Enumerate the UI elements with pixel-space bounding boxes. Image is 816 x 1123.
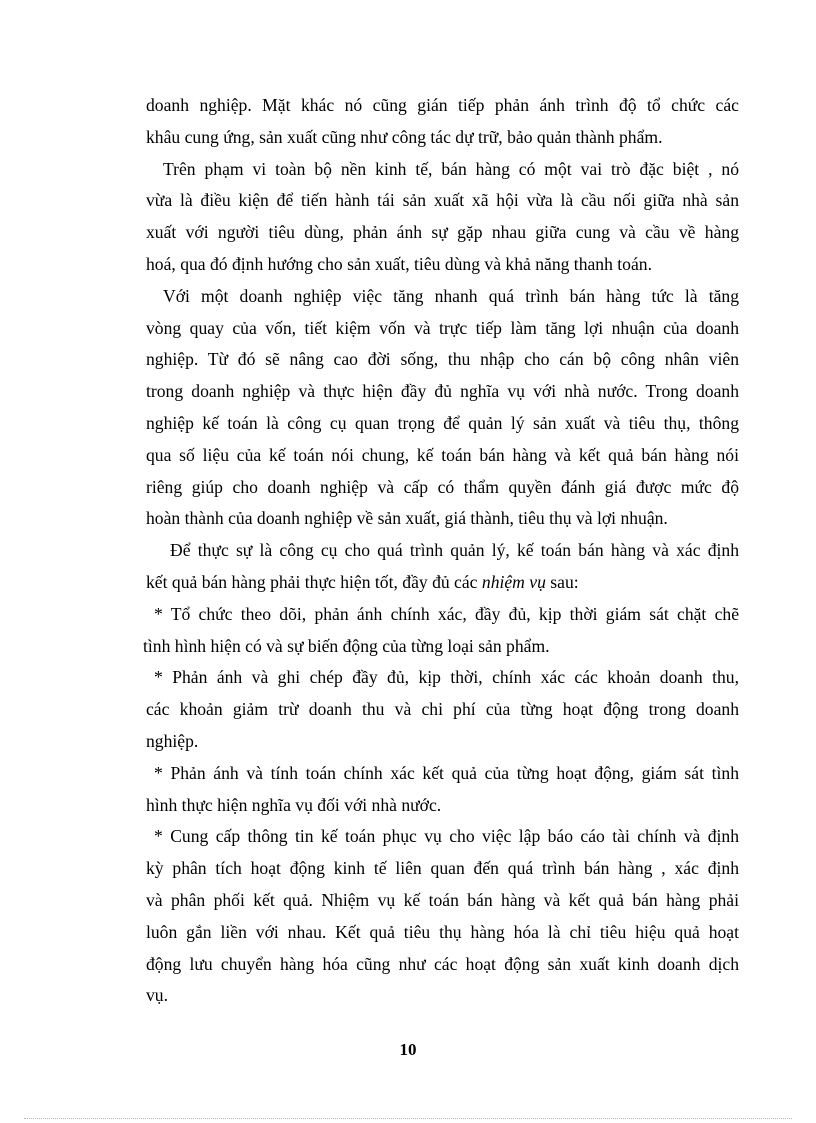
text-line: doanh nghiệp. Mặt khác nó cũng gián tiếp phản ánh trình độ tổ chức các — [146, 95, 739, 115]
text-line: vòng quay của vốn, tiết kiệm vốn và trực tiếp làm tăng lợi nhuận của doanh — [146, 317, 739, 338]
text-line: qua số liệu của kế toán nói chung, kế toán bán hàng và kết quả bán hàng nói — [146, 444, 739, 465]
text-segment: sau: — [545, 571, 579, 592]
text-line: động lưu chuyển hàng hóa cũng như các hoạt động sản xuất kinh doanh dịch — [146, 953, 739, 974]
text-line: trong doanh nghiệp và thực hiện đầy đủ nghĩa vụ với nhà nước. Trong doanh — [146, 381, 739, 402]
text-line: Để thực sự là công cụ cho quá trình quản lý, kế toán bán hàng và xác định — [170, 540, 739, 561]
text-line — [143, 567, 739, 599]
text-line: * Phản ánh và tính toán chính xác kết quả của từng hoạt động, giám sát tình — [154, 762, 739, 783]
text-line: khâu cung ứng, sản xuất cũng như công tác dự trữ, bảo quản thành phẩm. — [146, 126, 663, 147]
text-line: riêng giúp cho doanh nghiệp và cấp có thẩm quyền đánh giá được mức độ — [146, 476, 739, 497]
text-line: nghiệp. Từ đó sẽ nâng cao đời sống, thu nhập cho cán bộ công nhân viên — [146, 349, 739, 370]
text-line: các khoản giảm trừ doanh thu và chi phí của từng hoạt động trong doanh — [146, 699, 739, 720]
emphasis-text: nhiệm vụ — [481, 571, 546, 592]
text-line: hình thực hiện nghĩa vụ đối với nhà nước. — [146, 794, 442, 815]
text-line: luôn gắn liền với nhau. Kết quả tiêu thụ hàng hóa là chỉ tiêu hiệu quả hoạt — [146, 921, 739, 942]
text-line: Với một doanh nghiệp việc tăng nhanh quá trình bán hàng tức là tăng — [163, 285, 739, 306]
text-line: * Phản ánh và ghi chép đầy đủ, kịp thời, chính xác các khoản doanh thu, — [154, 667, 739, 688]
page-number: 10 — [399, 1040, 417, 1059]
text-line: hoá, qua đó định hướng cho sản xuất, tiêu dùng và khả năng thanh toán. — [146, 253, 652, 274]
text-line: * Cung cấp thông tin kế toán phục vụ cho việc lập báo cáo tài chính và định — [154, 826, 739, 847]
text-line: hoàn thành của doanh nghiệp về sản xuất, giá thành, tiêu thụ và lợi nhuận. — [146, 508, 668, 529]
text-line: và phân phối kết quả. Nhiệm vụ kế toán bán hàng và kết quả bán hàng phải — [146, 889, 739, 910]
text-line: * Tổ chức theo dõi, phản ánh chính xác, đầy đủ, kịp thời giám sát chặt chẽ — [154, 603, 739, 624]
text-segment: kết quả bán hàng phải thực hiện tốt, đầy đủ các — [146, 571, 482, 592]
text-line: Trên phạm vi toàn bộ nền kinh tế, bán hàng có một vai trò đặc biệt , nó — [163, 158, 739, 179]
body-text — [143, 90, 739, 1012]
page-bottom-divider — [24, 1118, 792, 1119]
text-line: vừa là điều kiện để tiến hành tái sản xuất xã hội vừa là cầu nối giữa nhà sản — [146, 190, 739, 211]
text-line: nghiệp. — [146, 730, 199, 751]
text-line: vụ. — [146, 985, 168, 1006]
text-line: kỳ phân tích hoạt động kinh tế liên quan đến quá trình bán hàng , xác định — [146, 858, 739, 879]
text-line: nghiệp kế toán là công cụ quan trọng để quản lý sản xuất và tiêu thụ, thông — [146, 412, 739, 433]
text-line: xuất với người tiêu dùng, phản ánh sự gặp nhau giữa cung và cầu về hàng — [146, 222, 739, 243]
text-line: tình hình hiện có và sự biến động của từng loại sản phẩm. — [143, 635, 550, 656]
